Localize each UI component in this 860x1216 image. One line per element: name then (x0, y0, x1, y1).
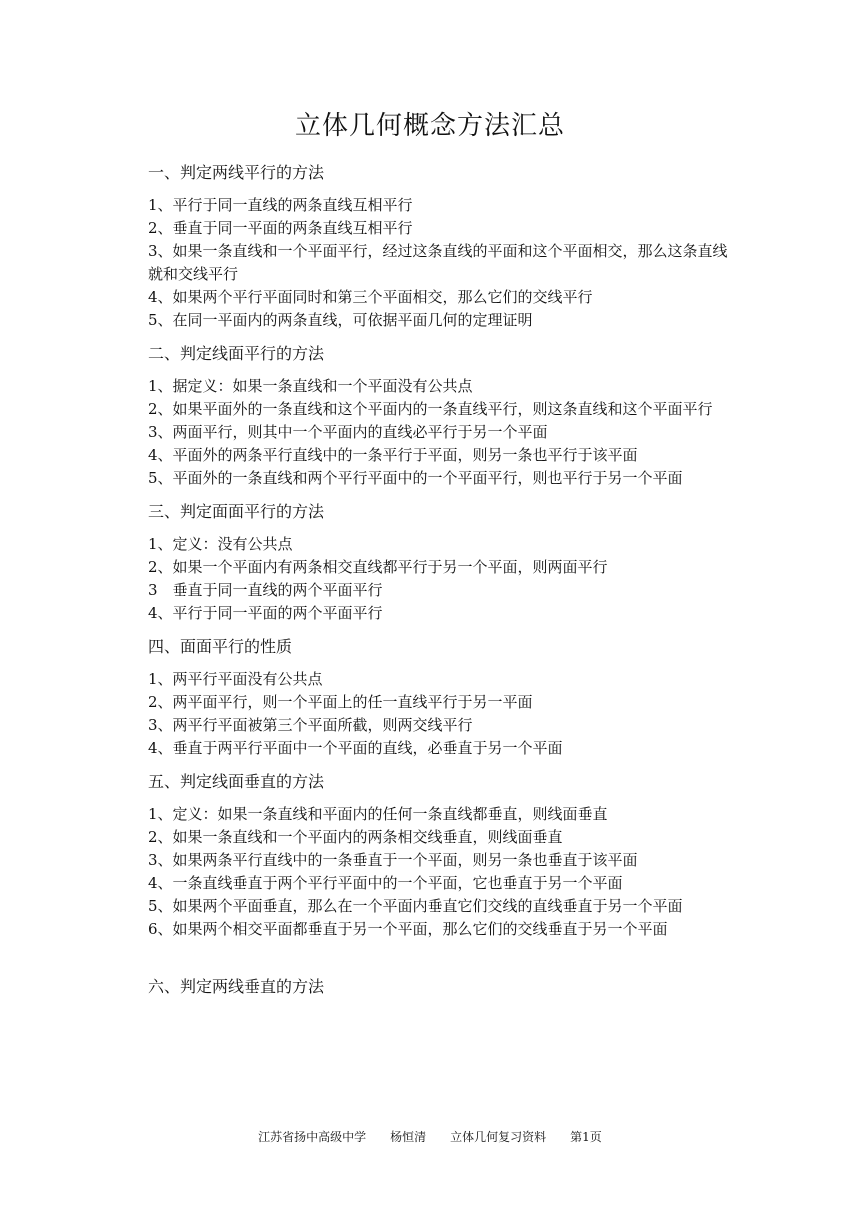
section-heading: 一、判定两线平行的方法 (148, 163, 325, 182)
list-item: 3、如果两条平行直线中的一条垂直于一个平面，则另一条也垂直于该平面 (148, 851, 638, 869)
list-item: 5、在同一平面内的两条直线，可依据平面几何的定理证明 (148, 311, 533, 329)
list-item: 3 垂直于同一直线的两个平面平行 (148, 581, 383, 599)
list-item: 2、如果一个平面内有两条相交直线都平行于另一个平面，则两面平行 (148, 558, 608, 576)
list-item: 1、据定义：如果一条直线和一个平面没有公共点 (148, 377, 473, 395)
section-perpendicular-lines (148, 974, 738, 1000)
list-item: 2、两平面平行，则一个平面上的任一直线平行于另一平面 (148, 693, 533, 711)
list-item: 6、如果两个相交平面都垂直于另一个平面，那么它们的交线垂直于另一个平面 (148, 920, 668, 938)
list-item: 4、平面外的两条平行直线中的一条平行于平面，则另一条也平行于该平面 (148, 446, 638, 464)
section-parallel-planes-properties (148, 634, 738, 760)
list-item: 1、平行于同一直线的两条直线互相平行 (148, 196, 413, 214)
section-line-plane-perpendicular (148, 769, 738, 941)
list-item: 5、平面外的一条直线和两个平行平面中的一个平面平行，则也平行于另一个平面 (148, 469, 683, 487)
list-item: 3、如果一条直线和一个平面平行，经过这条直线的平面和这个平面相交，那么这条直线就和交线平行 (148, 242, 728, 283)
section-heading: 三、判定面面平行的方法 (148, 502, 325, 521)
list-item: 3、两平行平面被第三个平面所截，则两交线平行 (148, 716, 473, 734)
page-footer: 江苏省扬中高级中学 杨恒清 立体几何复习资料 第1页 (258, 1130, 602, 1144)
section-heading: 二、判定线面平行的方法 (148, 344, 325, 363)
list-item: 4、一条直线垂直于两个平行平面中的一个平面，它也垂直于另一个平面 (148, 874, 623, 892)
list-item: 1、两平行平面没有公共点 (148, 670, 323, 688)
section-line-plane-parallel (148, 341, 738, 490)
list-item: 1、定义：没有公共点 (148, 535, 293, 553)
list-item: 2、垂直于同一平面的两条直线互相平行 (148, 219, 413, 237)
list-item: 1、定义：如果一条直线和平面内的任何一条直线都垂直，则线面垂直 (148, 805, 608, 823)
list-item: 2、如果平面外的一条直线和这个平面内的一条直线平行，则这条直线和这个平面平行 (148, 400, 713, 418)
list-item: 4、平行于同一平面的两个平面平行 (148, 604, 383, 622)
list-item: 3、两面平行，则其中一个平面内的直线必平行于另一个平面 (148, 423, 548, 441)
document-title: 立体几何概念方法汇总 (294, 111, 565, 141)
list-item: 2、如果一条直线和一个平面内的两条相交线垂直，则线面垂直 (148, 828, 563, 846)
document-body (148, 160, 738, 1008)
list-item: 4、如果两个平行平面同时和第三个平面相交，那么它们的交线平行 (148, 288, 593, 306)
list-item: 5、如果两个平面垂直，那么在一个平面内垂直它们交线的直线垂直于另一个平面 (148, 897, 683, 915)
section-heading: 六、判定两线垂直的方法 (148, 977, 325, 996)
section-parallel-lines (148, 160, 738, 332)
section-heading: 四、面面平行的性质 (148, 637, 293, 656)
section-heading: 五、判定线面垂直的方法 (148, 772, 325, 791)
section-plane-plane-parallel (148, 499, 738, 625)
list-item: 4、垂直于两平行平面中一个平面的直线，必垂直于另一个平面 (148, 739, 563, 757)
